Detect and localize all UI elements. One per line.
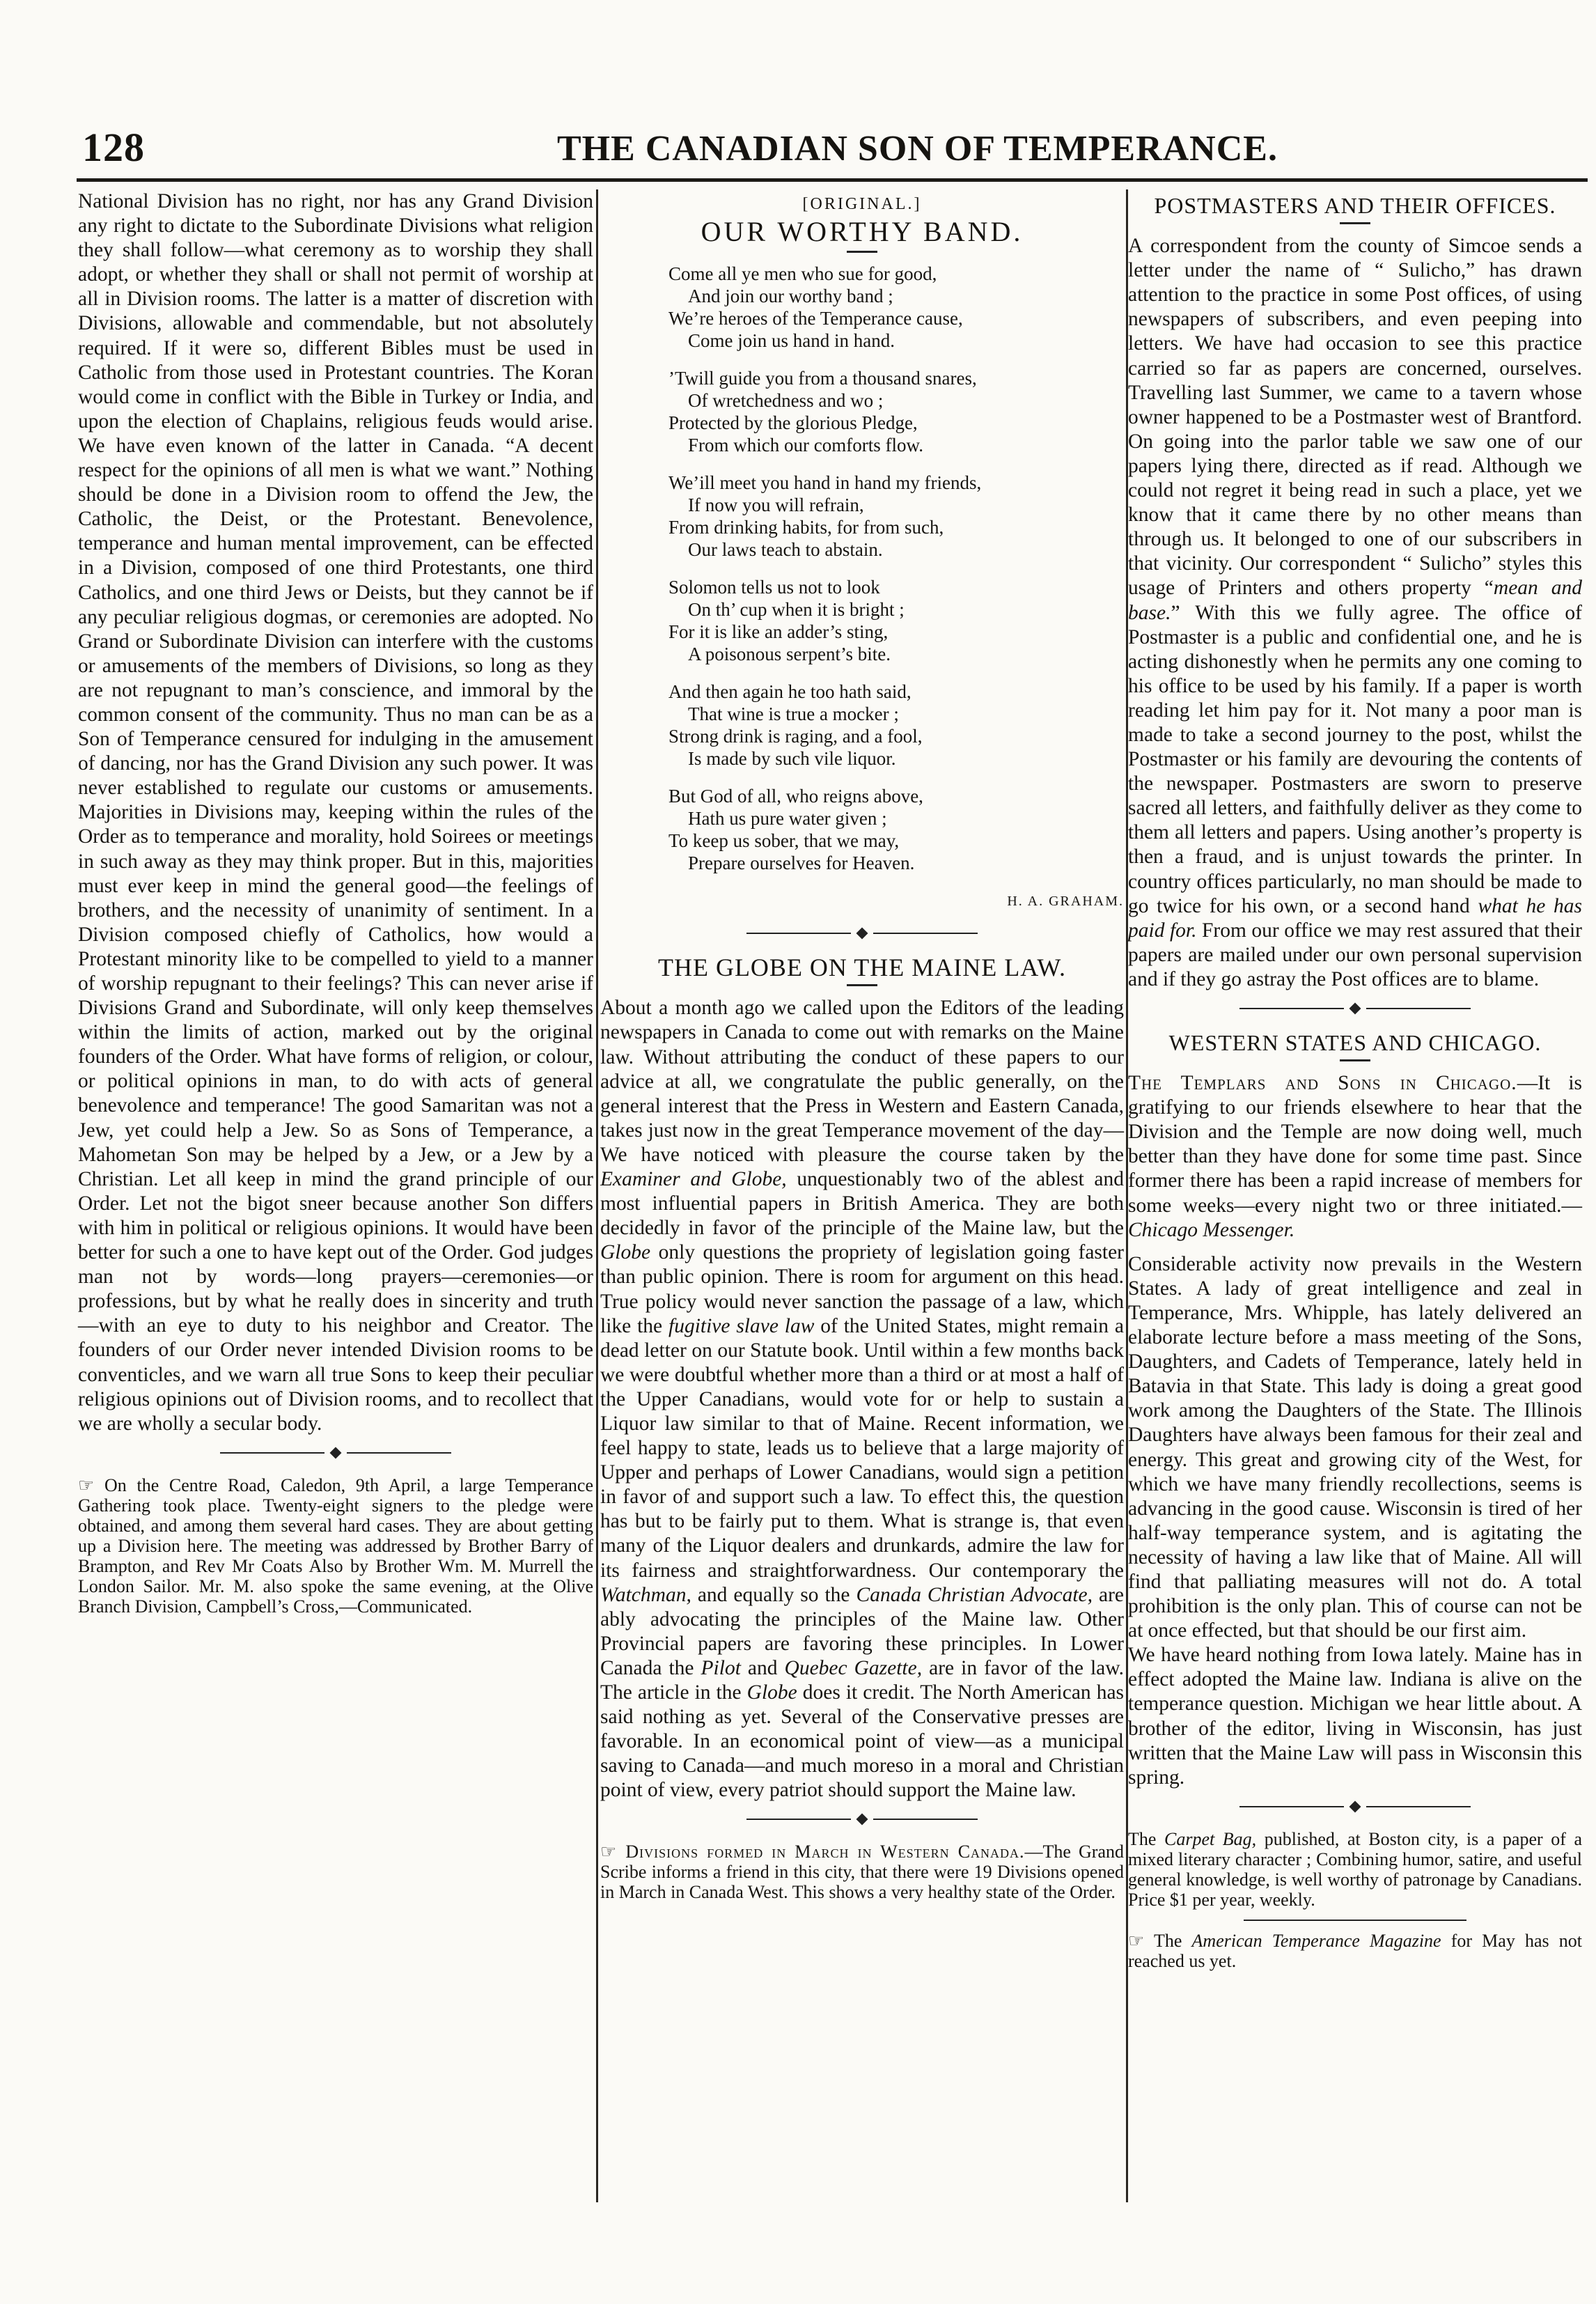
poem-line: And then again he too hath said,: [668, 681, 912, 703]
page-number: 128: [82, 125, 145, 170]
poem-line: To keep us sober, that we may,: [668, 830, 900, 852]
postmasters-heading: POSTMASTERS AND THEIR OFFICES.: [1154, 193, 1556, 218]
post-text: From our office we may rest assured that their papers are mailed under our own personal supervision and if they go astray the Post offices are to blame.: [1128, 919, 1583, 990]
poem-line: We’ill meet you hand in hand my friends,: [668, 472, 982, 494]
post-quote: what he has paid for.: [1128, 894, 1582, 942]
western-article-text-2: Considerable activity now prevails in the Western States. A lady of great intelligence and zeal in Temperance, Mrs. Whipple, has lately delivered an elaborate lecture before a mass meeting of the Sons, Daughters, and Cadets of Temperance, lately held in Batavia in that State. This lady is doing a great good work among the Daughters of the State. The Illinois Daughters have always been famous for their zeal and energy. This great and growing city of the West, for which we have many friendly recollections, seems is advancing in the good cause. Wisconsin is tired of her half-way temperance system, and is agitating the necessity of having a law like that of Maine. All will find that palliating measures will not do. A total prohibition is the only plan. This of course can not be at once effected, but that should be our first aim.: [1128, 1252, 1582, 1642]
poem-line: Solomon tells us not to look: [668, 577, 880, 598]
paper-name: Watchman,: [600, 1583, 691, 1606]
paper-name: Carpet Bag,: [1164, 1828, 1257, 1849]
paper-name: Globe: [600, 1241, 651, 1264]
title-dash: [847, 251, 877, 253]
section-ornament: [1128, 1803, 1582, 1811]
american-text: for May has not reached us yet.: [1128, 1930, 1582, 1971]
post-text: ” With this we fully agree. The office of Postmaster is a public and confidential one, and he is acting dishonestly when he permits any one coming to his office to be used by his family. If a paper is worth reading let him pay for it. Not many a poor man is made to take a second journey to the post, whilst the Postmaster or his family are devouring the contents of the newspaper. Postmasters are sworn to preserve sacred all letters, and faithfully deliver as they come to them all letters and papers. Using another’s property is then a fraud, and is unjust towards the printer. In country offices particularly, no man should be made to go twice for his own, or a second hand: [1128, 601, 1582, 917]
western-lead: The Templars and Sons in Chicago.: [1128, 1072, 1517, 1095]
poem-line: Our laws teach to abstain.: [688, 539, 883, 561]
western-article-text-3: We have heard nothing from Iowa lately. Maine has in effect adopted the Maine law. Indiana is alive on the temperance question. Michigan we hear little about. A brother of the editor, living in Wisconsin, has just written that the Maine Law will pass in Wisconsin this spring.: [1128, 1644, 1582, 1789]
section-ornament: [1128, 1004, 1582, 1013]
globe-text: of the United States, might remain a dead letter on our Statute book. Until within a few months back we were doubtful whether more than a third or at most a half of the Upper Canadians, would vote for or help to sustain a Liquor law similar to that of Maine. Recent information, we feel happy to state, leads us to believe that a large majority of Upper and perhaps of Lower Canadians, would sign a petition in favor of and support such a law. To effect this, the question has but to be fairly put to them. What is strange is, that even many of the Liquor dealers and drunkards, admire the law for its fairness and straightforwardness. Our contemporary the: [600, 1314, 1124, 1582]
poem-stanza: [668, 263, 1124, 352]
carpet-text: The: [1128, 1828, 1157, 1849]
masthead-title: THE CANADIAN SON OF TEMPERANCE.: [557, 129, 1278, 169]
section-ornament: [600, 929, 1124, 937]
poem-stanza: [668, 576, 1124, 665]
poem-line: A poisonous serpent’s bite.: [688, 644, 891, 665]
poem-line: But God of all, who reigns above,: [668, 786, 923, 807]
poem-line: Strong drink is raging, and a fool,: [668, 726, 923, 747]
poem-line: Come join us hand in hand.: [688, 330, 895, 352]
column-divider-1: [596, 189, 598, 2202]
postmasters-article-text: [1128, 234, 1582, 992]
poem-line: Is made by such vile liquor.: [688, 748, 896, 770]
poem-line: Protected by the glorious Pledge,: [668, 412, 918, 434]
post-quote: mean and base.: [1128, 577, 1582, 624]
poem-tag: [ORIGINAL.]: [802, 195, 922, 213]
section-ornament: [78, 1449, 593, 1457]
paper-name: Pilot: [701, 1656, 741, 1679]
poem-line: Hath us pure water given ;: [688, 808, 887, 830]
poem-line: If now you will refrain,: [688, 495, 864, 516]
poem-line: We’re heroes of the Temperance cause,: [668, 308, 963, 329]
poem-line: Come all ye men who sue for good,: [668, 263, 937, 285]
title-dash: [847, 984, 877, 986]
carpet-bag-note: [1128, 1829, 1582, 1910]
religion-article-text: National Division has no right, nor has any Grand Division any right to dictate to the Subordinate Divisions what religion they shall follow—what ceremony as to worship they shall adopt, or whether they shall or shall not permit of worship at all in Division rooms. The latter is a matter of discretion with Divisions, allowable and commendable, but not absolutely required. If it were so, different Bibles must be used in Catholic from those used in Protestant countries. The Koran would come in conflict with the Bible in Turkey or India, and upon the election of Chaplains, religious feuds would arise. We have even known of the latter in Canada. “A decent respect for the opinions of all men is what we want.” Nothing should be done in a Division room to offend the Jew, the Catholic, the Deist, or the Protestant. Benevolence, temperance and human mental improvement, can be effected in a Division, composed of one third Protestants, one third Catholics, and one third Jews or Deists, but they cannot be if any peculiar religious dogmas, or ceremonies are adopted. No Grand or Subordinate Division can interfere with the customs or amusements of the members of Divisions, so long as they are not repugnant to man’s conscience, and immoral by the common consent of the community. Thus no man can be as a Son of Temperance censured for indulging in the amusement of dancing, nor has the Grand Division any such power. It was never established to regulate our customs or amusements. Majorities in Divisions may, keeping within the rules of the Order as to temperance and morality, hold Soirees or meetings in such away as they may think proper. But in this, majorities must ever keep in mind the general good—the feelings of brothers, and the necessity of unanimity of sentiment. In a Division composed chiefly of Catholics, how would a Protestant minority like to be compelled to yield to a manner of worship repugnant to their feelings? This can never arise if Divisions Grand and Subordinate, will only keep themselves within the limits of action, marked out by the original founders of the Order. What have forms of religion, or colour, or political opinions in man, to do with acts of general benevolence and temperance! The good Samaritan was not a Jew, yet could help a Jew. So as Sons of Temperance, a Mahometan Son may be helped by a Jew, or a Jew by a Christian. Let all keep in mind the grand principle of our Order. Let not the bigot sneer because another Son differs with him in political or religious opinions. It would have been better for such a one to have kept out of the Order. God judges man not by words—long prayers—ceremonies—or professions, but by what he really does in sincerity and truth—with an eye to duty to his neighbor and Creator. The founders of our Order never intended Division rooms to be conventicles, and we warn all true Sons to keep their peculiar religious opinions out of Division rooms, and to recollect that we are wholly a secular body.: [78, 190, 593, 1435]
caledon-note: ☞ On the Centre Road, Caledon, 9th April, a large Temperance Gathering took place. Twenty-eight signers to the pledge were obtained, and among them several hard cases. They are about getting up a Division here. The meeting was addressed by Brother Barry of Brampton, and Rev Mr Coats Also by Brother Wm. M. Murrell the London Sailor. Mr. M. also spoke the same evening, at the Olive Branch Division, Campbell’s Cross,—Communicated.: [78, 1474, 593, 1617]
section-ornament: [600, 1815, 1124, 1823]
globe-text: and: [747, 1656, 778, 1679]
column-3: [1128, 189, 1582, 1971]
poem-title: OUR WORTHY BAND.: [701, 216, 1024, 248]
divisions-text: —The Grand Scribe informs a friend in this city, that there were 19 Divisions opened in March in Canada West. This shows a very healthy state of the Order.: [600, 1842, 1125, 1903]
paper-name: Canada Christian Advocate,: [856, 1583, 1093, 1606]
globe-article-text: [600, 996, 1124, 1803]
globe-text: only questions the propriety of legislation going faster than public opinion. There is room for argument on this head. True policy would never sanction the passage of a law, which like the: [600, 1241, 1125, 1337]
poem-signature: H. A. GRAHAM.: [1007, 894, 1124, 910]
law-name: fugitive slave law: [668, 1314, 815, 1337]
globe-heading: THE GLOBE ON THE MAINE LAW.: [657, 953, 1067, 982]
column-1: [78, 189, 593, 1617]
short-rule: [1244, 1920, 1466, 1921]
paper-name: Quebec Gazette,: [784, 1656, 923, 1679]
american-text: ☞ The: [1128, 1930, 1182, 1951]
paper-name: American Temperance Magazine: [1191, 1930, 1441, 1951]
header-rule: [77, 178, 1588, 182]
divisions-lead: ☞ Divisions formed in March in Western Canada.: [600, 1842, 1025, 1862]
globe-text: are in favor of the law. The article in the: [600, 1656, 1125, 1704]
paper-name: Globe: [746, 1681, 797, 1704]
paper-name: Examiner and Globe,: [600, 1168, 787, 1191]
western-text: —It is gratifying to our friends elsewhere to hear that the Division and the Temple are now doing well, much better than they have done for some time past. Since former there has been a rapid increase of members for some weeks—every night two or three initiated.—: [1128, 1072, 1582, 1217]
title-dash: [1340, 1059, 1370, 1061]
globe-text: are ably advocating the principles of the Maine law. Other Provincial papers are favoring these principles. In Lower Canada the: [600, 1583, 1125, 1679]
poem-line: That wine is true a mocker ;: [688, 703, 899, 725]
post-text: A correspondent from the county of Simcoe sends a letter under the name of “ Sulicho,” has drawn attention to the practice in some Post offices, of using newspapers of subscribers, and even peeping into letters. We have had occasion to see this practice carried so far as papers are concerned, ourselves. Travelling last Summer, we came to a tavern whose owner happened to be a Postmaster west of Brantford. On going into the parlor table we saw one of our papers lying there, directed as if read. Although we could not regret it being read in such a place, yet we know that it came there by no other means than through us. It belonged to one of our subscribers in that vicinity. Our correspondent “ Sulicho” styles this usage of Printers and others property “: [1128, 235, 1582, 600]
poem-line: From drinking habits, for from such,: [668, 517, 944, 538]
carpet-text: published, at Boston city, is a paper of a mixed literary character ; Combining humor, satire, and useful general knowledge, is well worthy of patronage by Canadians. Price $1 per year, weekly.: [1128, 1828, 1583, 1910]
globe-text: does it credit. The North American has said nothing as yet. Several of the Conservative presses are favorable. In an economical point of view—as a municipal saving to Canada—and much moreso in a moral and Christian point of view, every patriot should support the Maine law.: [600, 1681, 1125, 1802]
poem-line: Prepare ourselves for Heaven.: [688, 853, 915, 874]
poem-line: ’Twill guide you from a thousand snares,: [668, 368, 977, 389]
poem-line: For it is like an adder’s sting,: [668, 621, 889, 643]
poem-line: On th’ cup when it is bright ;: [688, 599, 905, 621]
poem-line: From which our comforts flow.: [688, 435, 923, 456]
poem-stanza: [668, 680, 1124, 770]
poem-stanza: [668, 785, 1124, 874]
western-heading: WESTERN STATES AND CHICAGO.: [1168, 1030, 1542, 1055]
poem-body: [668, 263, 1124, 874]
globe-text: About a month ago we called upon the Editors of the leading newspapers in Canada to come out with remarks on the Maine law. Without attributing the conduct of these papers to our advice at all, we congratulate the public generally, on the general interest that the Press in Western and Eastern Canada, takes just now in the great Temperance movement of the day—We have noticed with pleasure the course taken by the: [600, 997, 1124, 1166]
globe-text: and equally so the: [697, 1583, 850, 1606]
globe-text: unquestionably two of the ablest and most influential papers in British America. They are both decidedly in favor of the principle of the Maine law, but the: [600, 1168, 1124, 1240]
title-dash: [1340, 222, 1370, 224]
paper-name: Chicago Messenger.: [1128, 1218, 1295, 1241]
poem-line: And join our worthy band ;: [688, 286, 893, 307]
poem-stanza: [668, 472, 1124, 561]
poem-stanza: [668, 367, 1124, 456]
divisions-note: [600, 1842, 1124, 1902]
western-article-text-1: [1128, 1071, 1582, 1243]
poem-line: Of wretchedness and wo ;: [688, 390, 884, 412]
column-2: [600, 189, 1124, 1902]
american-magazine-note: [1128, 1931, 1582, 1971]
